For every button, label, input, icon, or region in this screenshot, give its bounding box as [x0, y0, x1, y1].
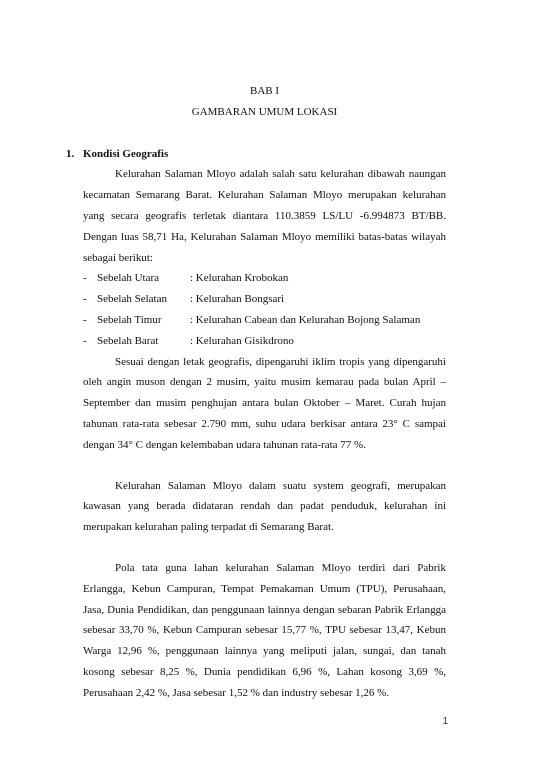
border-item — [83, 331, 446, 352]
border-value: : Kelurahan Gisikdrono — [190, 334, 294, 347]
page-number: 1 — [442, 716, 448, 727]
border-direction: Sebelah Timur — [97, 313, 162, 326]
section-title: Kondisi Geografis — [83, 147, 169, 160]
list-dash: - — [83, 272, 87, 285]
border-value: : Kelurahan Cabean dan Kelurahan Bojong Salaman — [190, 313, 421, 326]
paragraph-location: Kelurahan Salaman Mloyo adalah salah satu kelurahan dibawah naungan kecamatan Semarang Barat. Kelurahan Salaman Mloyo merupakan kelurahan yang secara geografis terletak diantara 110.3859 LS/LU -6.994873 BT/BB. Dengan luas 58,71 Ha, Kelurahan Salaman Mloyo memiliki batas-batas wilayah sebagai berikut: — [83, 168, 446, 264]
border-direction: Sebelah Selatan — [97, 293, 167, 306]
border-item — [83, 268, 446, 289]
border-direction: Sebelah Barat — [97, 334, 159, 347]
list-dash: - — [83, 293, 87, 306]
list-dash: - — [83, 313, 87, 326]
border-item — [83, 289, 446, 310]
chapter-title: GAMBARAN UMUM LOKASI — [191, 105, 338, 118]
paragraph-land-use: Pola tata guna lahan kelurahan Salaman Mloyo terdiri dari Pabrik Erlangga, Kebun Campuran, Tempat Pemakaman Umum (TPU), Perusahaan, Jasa, Dunia Pendidikan, dan penggunaan lainnya dengan sebaran Pabrik Erlangga sebesar 33,70 %, Kebun Campuran sebesar 15,77 %, TPU sebesar 13,47, Kebun Warga 12,96 %, penggunaan lainnya yang meliputi jalan, sungai, dan tanah kosong sebesar 8,25 %, Dunia pendidikan 6,96 %, Lahan kosong 3,69 %, Perusahaan 2,42 %, Jasa sebesar 1,52 % dan industry sebesar 1,26 %. — [83, 561, 446, 699]
section-heading — [66, 144, 446, 165]
border-item — [83, 310, 446, 331]
border-direction: Sebelah Utara — [97, 272, 159, 285]
section-number: 1. — [66, 147, 75, 160]
paragraph-climate: Sesuai dengan letak geografis, dipengaruhi iklim tropis yang dipengaruhi oleh angin muson dengan 2 musim, yaitu musim kemarau pada bulan April – September dan musim penghujan antara bulan Oktober – Maret. Curah hujan tahunan rata-rata sebesar 2.790 mm, suhu udara berkisar antara 23° C sampai dengan 34° C dengan kelembaban udara tahunan rata-rata 77 %. — [83, 355, 446, 451]
border-value: : Kelurahan Bongsari — [190, 293, 285, 306]
page-content — [66, 81, 446, 704]
border-list — [83, 268, 446, 351]
paragraph-geography-system: Kelurahan Salaman Mloyo dalam suatu system geografi, merupakan kawasan yang berada didataran rendah dan padat penduduk, kelurahan ini merupakan kelurahan paling terpadat di Semarang Barat. — [83, 479, 446, 534]
chapter-label: BAB I — [249, 85, 280, 97]
list-dash: - — [83, 334, 87, 347]
border-value: : Kelurahan Krobokan — [190, 272, 289, 285]
